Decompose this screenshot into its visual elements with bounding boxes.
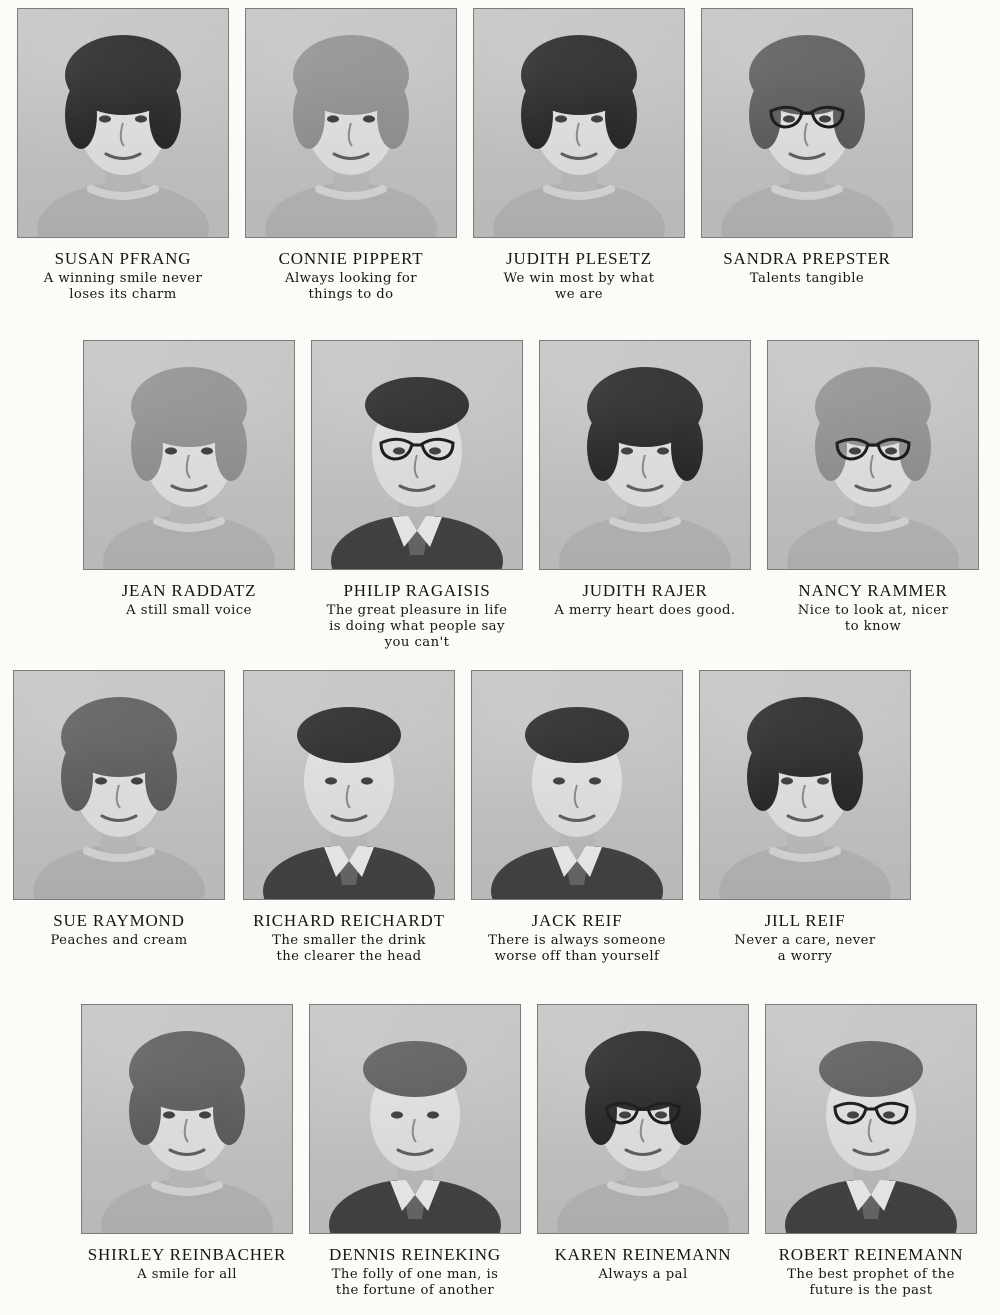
student-quote: There is always someone worse off than yourself <box>488 933 666 964</box>
portrait-svg <box>700 671 910 899</box>
student-name: SANDRA PREPSTER <box>723 249 891 268</box>
portrait-svg <box>84 341 294 569</box>
student-name: NANCY RAMMER <box>798 581 948 600</box>
student-portrait <box>537 1004 749 1234</box>
portrait-hair-right <box>149 81 181 149</box>
portrait-eye-left <box>165 447 177 454</box>
student-portrait <box>17 8 229 238</box>
student-entry <box>304 1004 526 1299</box>
portrait-hair-left <box>749 81 781 149</box>
portrait-hair <box>819 1041 923 1097</box>
student-entry <box>238 670 460 965</box>
student-name: SUE RAYMOND <box>53 911 185 930</box>
student-quote: Always a pal <box>598 1267 688 1282</box>
student-entry <box>8 670 230 949</box>
student-name: KAREN REINEMANN <box>554 1245 732 1264</box>
student-quote: Talents tangible <box>749 271 865 286</box>
portrait-hair-left <box>61 743 93 811</box>
student-quote: Nice to look at, nicer to know <box>797 603 949 634</box>
student-entry <box>694 670 916 965</box>
student-portrait <box>701 8 913 238</box>
student-portrait <box>311 340 523 570</box>
student-name: JACK REIF <box>531 911 623 930</box>
portrait-svg <box>474 9 684 237</box>
portrait-hair-right <box>833 81 865 149</box>
student-entry <box>78 340 300 619</box>
portrait-eye-left <box>555 115 567 122</box>
portrait-eye-right <box>363 115 375 122</box>
portrait-svg <box>538 1005 748 1233</box>
portrait-eye-right <box>361 777 373 784</box>
student-portrait <box>767 340 979 570</box>
student-portrait <box>83 340 295 570</box>
portrait-hair-left <box>65 81 97 149</box>
portrait-eye-right <box>589 777 601 784</box>
portrait-svg <box>702 9 912 237</box>
portrait-hair-left <box>747 743 779 811</box>
portrait-eye-left <box>327 115 339 122</box>
student-entry <box>696 8 918 287</box>
portrait-eye-left <box>847 1111 859 1118</box>
portrait-hair-right <box>899 413 931 481</box>
student-name: SUSAN PFRANG <box>54 249 192 268</box>
student-quote: The smaller the drink the clearer the head <box>272 933 426 964</box>
student-portrait <box>13 670 225 900</box>
portrait-eye-right <box>817 777 829 784</box>
portrait-hair-left <box>131 413 163 481</box>
student-portrait <box>245 8 457 238</box>
portrait-hair-right <box>669 1077 701 1145</box>
student-entry <box>240 8 462 303</box>
portrait-svg <box>310 1005 520 1233</box>
portrait-hair-left <box>521 81 553 149</box>
portrait-eye-left <box>553 777 565 784</box>
portrait-svg <box>246 9 456 237</box>
student-quote: The folly of one man, is the fortune of another <box>331 1267 499 1298</box>
portrait-eye-left <box>95 777 107 784</box>
student-quote: Always looking for things to do <box>285 271 417 302</box>
portrait-svg <box>472 671 682 899</box>
student-quote: A still small voice <box>126 603 252 618</box>
portrait-svg <box>244 671 454 899</box>
portrait-svg <box>768 341 978 569</box>
student-entry <box>76 1004 298 1283</box>
portrait-hair-right <box>605 81 637 149</box>
portrait-svg <box>766 1005 976 1233</box>
portrait-eye-right <box>885 447 897 454</box>
student-quote: The great pleasure in life is doing what people say you can't <box>326 603 508 650</box>
portrait-eye-left <box>163 1111 175 1118</box>
student-entry <box>12 8 234 303</box>
portrait-eye-left <box>99 115 111 122</box>
student-quote: A winning smile never loses its charm <box>43 271 203 302</box>
student-name: SHIRLEY REINBACHER <box>87 1245 287 1264</box>
student-quote: A smile for all <box>137 1267 237 1282</box>
student-name: DENNIS REINEKING <box>329 1245 501 1264</box>
student-portrait <box>539 340 751 570</box>
portrait-eye-right <box>819 115 831 122</box>
portrait-hair-left <box>587 413 619 481</box>
student-quote: The best prophet of the future is the past <box>787 1267 955 1298</box>
portrait-eye-left <box>325 777 337 784</box>
portrait-hair-right <box>145 743 177 811</box>
student-entry <box>760 1004 982 1299</box>
student-portrait <box>243 670 455 900</box>
student-name: CONNIE PIPPERT <box>278 249 424 268</box>
portrait-eye-left <box>849 447 861 454</box>
student-portrait <box>699 670 911 900</box>
portrait-eye-left <box>781 777 793 784</box>
portrait-eye-right <box>201 447 213 454</box>
portrait-hair-right <box>671 413 703 481</box>
student-quote: Peaches and cream <box>50 933 188 948</box>
portrait-eye-right <box>591 115 603 122</box>
portrait-hair <box>297 707 401 763</box>
student-entry <box>306 340 528 651</box>
portrait-hair-right <box>377 81 409 149</box>
portrait-eye-left <box>393 447 405 454</box>
portrait-hair-left <box>815 413 847 481</box>
portrait-eye-right <box>427 1111 439 1118</box>
student-entry <box>468 8 690 303</box>
student-name: ROBERT REINEMANN <box>778 1245 964 1264</box>
portrait-eye-left <box>621 447 633 454</box>
portrait-hair-right <box>215 413 247 481</box>
student-portrait <box>471 670 683 900</box>
student-name: JUDITH RAJER <box>582 581 708 600</box>
portrait-eye-left <box>619 1111 631 1118</box>
portrait-eye-right <box>657 447 669 454</box>
portrait-svg <box>18 9 228 237</box>
portrait-eye-right <box>883 1111 895 1118</box>
portrait-hair <box>365 377 469 433</box>
portrait-svg <box>14 671 224 899</box>
portrait-eye-right <box>429 447 441 454</box>
portrait-hair <box>363 1041 467 1097</box>
student-entry <box>532 1004 754 1283</box>
portrait-svg <box>82 1005 292 1233</box>
student-quote: We win most by what we are <box>503 271 655 302</box>
student-name: JUDITH PLESETZ <box>506 249 652 268</box>
portrait-eye-right <box>655 1111 667 1118</box>
portrait-hair-left <box>585 1077 617 1145</box>
student-portrait <box>309 1004 521 1234</box>
portrait-hair <box>525 707 629 763</box>
student-name: JEAN RADDATZ <box>121 581 257 600</box>
student-quote: A merry heart does good. <box>554 603 736 618</box>
student-portrait <box>81 1004 293 1234</box>
portrait-hair-right <box>213 1077 245 1145</box>
portrait-eye-right <box>199 1111 211 1118</box>
student-portrait <box>765 1004 977 1234</box>
student-quote: Never a care, never a worry <box>734 933 876 964</box>
portrait-hair-left <box>129 1077 161 1145</box>
portrait-svg <box>312 341 522 569</box>
student-entry <box>762 340 984 635</box>
student-entry <box>466 670 688 965</box>
portrait-svg <box>540 341 750 569</box>
student-name: JILL REIF <box>764 911 846 930</box>
portrait-eye-left <box>783 115 795 122</box>
portrait-eye-right <box>135 115 147 122</box>
portrait-hair-left <box>293 81 325 149</box>
portrait-eye-right <box>131 777 143 784</box>
student-name: PHILIP RAGAISIS <box>343 581 491 600</box>
student-entry <box>534 340 756 619</box>
student-name: RICHARD REICHARDT <box>253 911 445 930</box>
student-portrait <box>473 8 685 238</box>
portrait-eye-left <box>391 1111 403 1118</box>
portrait-hair-right <box>831 743 863 811</box>
